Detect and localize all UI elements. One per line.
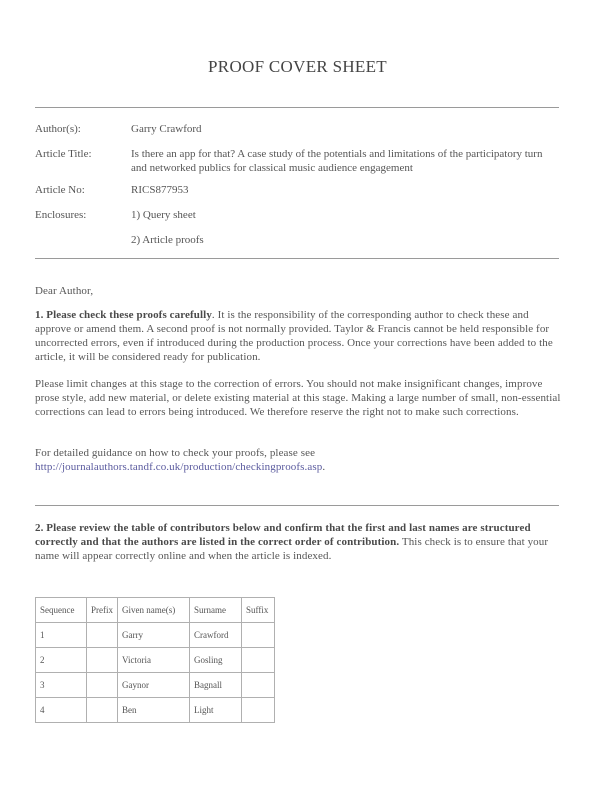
instruction-review-contributors [35, 521, 561, 563]
table-row [36, 698, 275, 723]
instruction-limit-changes: Please limit changes at this stage to the correction of errors. You should not make insignificant changes, improve prose style, add new material, or delete existing material at this stage. Making a large number of small, non-essential corrections can lead to errors being introduced. We therefore reserve the right not to make such corrections. [35, 378, 561, 418]
header-sequence: Sequence [36, 598, 87, 623]
review-contributors-text: This check is to ensure that your name will appear correctly online and when the article is indexed. [35, 536, 549, 562]
guidance-link[interactable]: http://journalauthors.tandf.co.uk/production/checkingproofs.asp [35, 461, 323, 473]
instruction-check-proofs-heading: 1. Please check these proofs carefully [35, 309, 212, 321]
author-value: Garry Crawford [131, 123, 202, 135]
cell-surname: Gosling [190, 648, 242, 673]
cell-suffix [242, 673, 275, 698]
instruction-check-proofs-text: . It is the responsibility of the corresponding author to check these and approve or amend them. A second proof is not normally provided. Taylor & Francis cannot be held responsible for uncorrected errors, even if introduced during the production process. Once your corrections have been added to the article, it will be considered ready for publication. [35, 309, 553, 363]
header-prefix: Prefix [87, 598, 118, 623]
cell-given-name: Victoria [118, 648, 190, 673]
article-title-value: Is there an app for that? A case study of the potentials and limitations of the participatory turn and networked publics for classical music audience engagement [131, 148, 543, 174]
header-suffix: Suffix [242, 598, 275, 623]
cell-surname: Crawford [190, 623, 242, 648]
guidance-text: For detailed guidance on how to check your proofs, please see [35, 447, 316, 459]
cell-surname: Light [190, 698, 242, 723]
cell-sequence: 1 [36, 623, 87, 648]
cell-prefix [87, 648, 118, 673]
meta-divider [35, 258, 559, 259]
cell-sequence: 4 [36, 698, 87, 723]
header-surname: Surname [190, 598, 242, 623]
header-given-names: Given name(s) [118, 598, 190, 623]
body-divider [35, 505, 559, 506]
enclosure-article-proofs: 2) Article proofs [131, 234, 204, 246]
cell-suffix [242, 648, 275, 673]
cell-prefix [87, 623, 118, 648]
contributors-table [35, 597, 275, 723]
cell-surname: Bagnall [190, 673, 242, 698]
review-contributors-heading: 2. Please review the table of contributors below and confirm that the first and last names are structured correctly and that the authors are listed in the correct order of contribution. [35, 522, 531, 548]
page-title: PROOF COVER SHEET [208, 57, 387, 76]
article-no-label: Article No: [35, 184, 85, 196]
cell-prefix [87, 698, 118, 723]
cell-suffix [242, 698, 275, 723]
enclosure-query-sheet: 1) Query sheet [131, 209, 196, 221]
cell-sequence: 3 [36, 673, 87, 698]
cell-given-name: Garry [118, 623, 190, 648]
cell-given-name: Ben [118, 698, 190, 723]
cell-given-name: Gaynor [118, 673, 190, 698]
table-row [36, 648, 275, 673]
cell-suffix [242, 623, 275, 648]
greeting: Dear Author, [35, 285, 94, 297]
top-divider [35, 107, 559, 108]
enclosures-label: Enclosures: [35, 209, 87, 221]
cell-sequence: 2 [36, 648, 87, 673]
author-label: Author(s): [35, 123, 81, 135]
instruction-check-proofs [35, 308, 561, 364]
table-header-row [36, 598, 275, 623]
article-no-value: RICS877953 [131, 184, 189, 196]
cell-prefix [87, 673, 118, 698]
table-row [36, 623, 275, 648]
table-row [36, 673, 275, 698]
guidance-period: . [322, 461, 326, 473]
instruction-guidance [35, 446, 561, 474]
article-title-label: Article Title: [35, 148, 92, 160]
